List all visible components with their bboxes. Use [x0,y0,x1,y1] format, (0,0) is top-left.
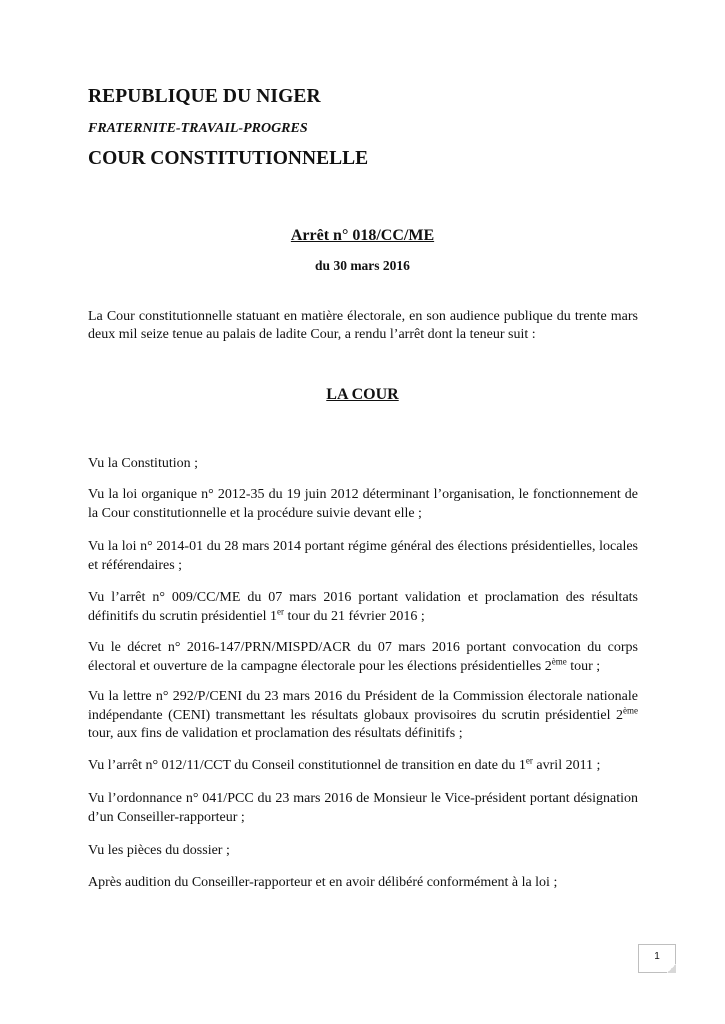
visa-lettre-ceni-text-end: tour, aux fins de validation et proclamation des résultats définitifs ; [88,726,463,741]
visa-arret-012-text: Vu l’arrêt n° 012/11/CCT du Conseil constitutionnel de transition en date du 1 [88,758,526,773]
visa-arret-012 [88,757,638,776]
visa-decret-text-end: tour ; [566,658,601,674]
visa-decret [88,639,638,676]
superscript: er [276,605,284,616]
visa-arret-012-text-end: avril 2011 ; [532,758,601,773]
court-name: COUR CONSTITUTIONNELLE [88,148,369,169]
visa-arret-009 [88,589,638,626]
visa-ordonnance: Vu l’ordonnance n° 041/PCC du 23 mars 2016 de Monsieur le Vice-président portant désignation d’un Conseiller-rapporteur ; [88,791,638,825]
superscript: er [525,755,533,766]
superscript: ème [623,704,638,715]
visa-constitution: Vu la Constitution ; [88,456,198,471]
visa-loi-organique: Vu la loi organique n° 2012-35 du 19 juin 2012 déterminant l’organisation, le fonctionnement de la Cour constitutionnelle et la procédure suivie devant elle ; [88,487,638,521]
visa-lettre-ceni [88,688,638,744]
visa-arret-009-text-end: tour du 21 février 2016 ; [283,608,425,624]
visa-decret-text: Vu le décret n° 2016-147/PRN/MISPD/ACR du 07 mars 2016 portant convocation du corps électoral et ouverture de la campagne électorale pour les élections présidentielles 2 [88,640,638,674]
visa-loi-2014: Vu la loi n° 2014-01 du 28 mars 2014 portant régime général des élections présidentielles, locales et référendaires ; [88,539,638,573]
page-number-box [638,944,676,973]
arret-title: Arrêt n° 018/CC/ME [290,227,435,244]
country-name: REPUBLIQUE DU NIGER [88,86,321,107]
visa-audition: Après audition du Conseiller-rapporteur et en avoir délibéré conformément à la loi ; [88,875,558,890]
visa-lettre-ceni-text: Vu la lettre n° 292/P/CENI du 23 mars 2016 du Président de la Commission électorale nationale indépendante (CENI) transmettant les résultats globaux provisoires du scrutin présidentiel 2 [88,689,638,723]
section-title: LA COUR [326,386,399,403]
page-number: 1 [654,951,660,962]
superscript: ème [551,655,567,666]
visa-arret-009-text: Vu l’arrêt n° 009/CC/ME du 07 mars 2016 portant validation et proclamation des résultats définitifs du scrutin présidentiel 1 [88,590,638,624]
arret-date: du 30 mars 2016 [315,258,410,273]
visa-pieces: Vu les pièces du dossier ; [88,843,230,858]
intro-paragraph: La Cour constitutionnelle statuant en matière électorale, en son audience publique du trente mars deux mil seize tenue au palais de ladite Cour, a rendu l’arrêt dont la teneur suit : [88,309,638,342]
national-motto: FRATERNITE-TRAVAIL-PROGRES [88,121,308,136]
